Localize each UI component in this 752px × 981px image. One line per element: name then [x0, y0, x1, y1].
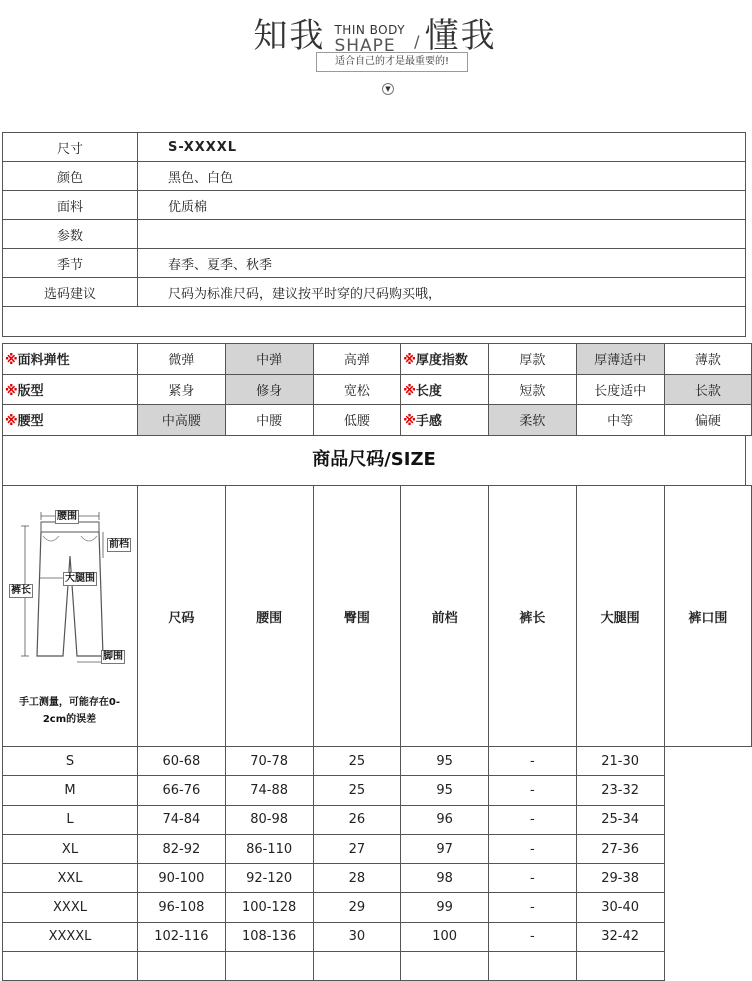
attribute-option: 长款 — [664, 374, 752, 405]
attribute-label — [3, 374, 138, 405]
size-cell: - — [489, 776, 577, 805]
size-row — [3, 952, 752, 981]
attribute-row — [3, 405, 752, 436]
size-row — [3, 864, 752, 893]
info-value: 优质棉 — [138, 191, 746, 220]
size-cell — [3, 952, 138, 981]
size-cell: XXXL — [3, 893, 138, 922]
attribute-option: 中腰 — [225, 405, 313, 436]
note-line: 手工测量，可能存在0- — [18, 697, 121, 708]
size-cell: 97 — [401, 834, 489, 863]
size-header-cell: 裤长 — [489, 486, 577, 747]
thigh-label: 大腿围 — [65, 573, 95, 584]
title-right-cn: 懂我 — [424, 16, 497, 56]
title-left-cn: 知我 — [253, 16, 326, 56]
attribute-option: 偏硬 — [664, 405, 752, 436]
attribute-label-text: 版型 — [17, 383, 44, 399]
attribute-label-text: 手感 — [415, 414, 442, 430]
info-spacer — [3, 307, 746, 337]
attribute-option: 厚款 — [489, 344, 577, 375]
measurement-diagram-cell — [3, 486, 138, 747]
size-table-title: 商品尺码/SIZE — [2, 435, 746, 486]
attribute-option: 中弹 — [225, 344, 313, 375]
size-row — [3, 834, 752, 863]
size-cell: 108-136 — [225, 922, 313, 951]
info-value: 春季、夏季、秋季 — [138, 249, 746, 278]
size-header-cell: 大腿围 — [576, 486, 664, 747]
size-row — [3, 922, 752, 951]
attribute-option: 修身 — [225, 374, 313, 405]
attribute-label-text: 长度 — [415, 383, 442, 399]
attribute-mark: ※ — [403, 414, 416, 430]
attribute-table — [2, 343, 752, 436]
info-spacer-row — [3, 307, 746, 337]
measurement-note — [3, 694, 136, 728]
size-cell: 27 — [313, 834, 401, 863]
size-cell: 29-38 — [576, 864, 664, 893]
info-value: 黑色、白色 — [138, 162, 746, 191]
size-row — [3, 893, 752, 922]
size-cell: - — [489, 747, 577, 776]
attribute-option: 紧身 — [138, 374, 226, 405]
size-cell: - — [489, 834, 577, 863]
size-row — [3, 747, 752, 776]
size-cell: M — [3, 776, 138, 805]
size-cell: 82-92 — [138, 834, 226, 863]
size-table — [2, 485, 752, 981]
size-cell: - — [489, 893, 577, 922]
info-value: 尺码为标准尺码，建议按平时穿的尺码购买哦， — [138, 278, 746, 307]
info-value — [138, 220, 746, 249]
front-rise-label: 前档 — [109, 539, 129, 550]
size-cell: 99 — [401, 893, 489, 922]
size-row — [3, 805, 752, 834]
size-cell: 28 — [313, 864, 401, 893]
size-cell: XXL — [3, 864, 138, 893]
size-cell — [313, 952, 401, 981]
size-row — [3, 776, 752, 805]
attribute-label — [3, 405, 138, 436]
page-header — [0, 0, 750, 130]
attribute-mark: ※ — [403, 383, 416, 399]
length-label: 裤长 — [11, 585, 31, 596]
size-cell: 96 — [401, 805, 489, 834]
attribute-mark: ※ — [5, 414, 18, 430]
attribute-option: 中高腰 — [138, 405, 226, 436]
info-label: 选码建议 — [3, 278, 138, 307]
size-cell: 100 — [401, 922, 489, 951]
info-value: S-XXXXL — [138, 133, 746, 162]
note-line: 2cm的误差 — [42, 714, 97, 725]
size-cell: 98 — [401, 864, 489, 893]
size-cell — [401, 952, 489, 981]
size-header-cell: 裤口围 — [664, 486, 752, 747]
info-row — [3, 133, 746, 162]
size-cell: XXXXL — [3, 922, 138, 951]
info-row — [3, 191, 746, 220]
size-cell: 66-76 — [138, 776, 226, 805]
size-cell: 95 — [401, 747, 489, 776]
size-cell — [576, 952, 664, 981]
size-cell: 25 — [313, 747, 401, 776]
size-cell: L — [3, 805, 138, 834]
size-cell: 25-34 — [576, 805, 664, 834]
size-cell — [489, 952, 577, 981]
size-cell: 96-108 — [138, 893, 226, 922]
header-title — [0, 8, 750, 59]
size-cell: 30-40 — [576, 893, 664, 922]
attribute-label — [401, 344, 489, 375]
attribute-label — [401, 374, 489, 405]
attribute-label — [401, 405, 489, 436]
size-cell: 27-36 — [576, 834, 664, 863]
size-cell: 74-84 — [138, 805, 226, 834]
attribute-label-text: 面料弹性 — [17, 353, 70, 369]
title-slash: / — [414, 32, 420, 51]
attribute-row — [3, 374, 752, 405]
measurement-diagram — [3, 486, 136, 746]
size-cell — [225, 952, 313, 981]
title-en-block — [334, 23, 405, 55]
info-row — [3, 249, 746, 278]
size-cell: 90-100 — [138, 864, 226, 893]
size-cell: 86-110 — [225, 834, 313, 863]
size-cell: - — [489, 922, 577, 951]
size-cell: S — [3, 747, 138, 776]
attribute-row — [3, 344, 752, 375]
info-label: 面料 — [3, 191, 138, 220]
attribute-option: 柔软 — [489, 405, 577, 436]
size-cell: 60-68 — [138, 747, 226, 776]
size-header-row — [3, 486, 752, 747]
waist-label: 腰围 — [57, 511, 77, 522]
size-cell: 32-42 — [576, 922, 664, 951]
attribute-option: 微弹 — [138, 344, 226, 375]
attribute-mark: ※ — [403, 353, 416, 369]
size-cell: 26 — [313, 805, 401, 834]
attribute-option: 中等 — [576, 405, 664, 436]
size-cell: 21-30 — [576, 747, 664, 776]
info-row — [3, 162, 746, 191]
info-label: 参数 — [3, 220, 138, 249]
size-cell: 74-88 — [225, 776, 313, 805]
attribute-mark: ※ — [5, 353, 18, 369]
hem-label: 脚围 — [103, 651, 123, 662]
tagline-box: 适合自己的才是最重要的! — [316, 52, 468, 72]
size-cell: 70-78 — [225, 747, 313, 776]
size-cell: 95 — [401, 776, 489, 805]
info-row — [3, 220, 746, 249]
size-cell — [138, 952, 226, 981]
size-cell: 102-116 — [138, 922, 226, 951]
attribute-mark: ※ — [5, 383, 18, 399]
chevron-down-icon: ▼ — [382, 83, 394, 95]
attribute-label-text: 腰型 — [17, 414, 44, 430]
attribute-label — [3, 344, 138, 375]
size-header-cell: 前档 — [401, 486, 489, 747]
size-header-cell: 臀围 — [313, 486, 401, 747]
attribute-option: 高弹 — [313, 344, 401, 375]
attribute-option: 短款 — [489, 374, 577, 405]
size-cell: 92-120 — [225, 864, 313, 893]
title-en-top: THIN BODY — [334, 22, 406, 37]
attribute-option: 低腰 — [313, 405, 401, 436]
attribute-option: 厚薄适中 — [576, 344, 664, 375]
attribute-option: 宽松 — [313, 374, 401, 405]
info-row — [3, 278, 746, 307]
size-cell: 25 — [313, 776, 401, 805]
size-cell: - — [489, 864, 577, 893]
attribute-option: 薄款 — [664, 344, 752, 375]
size-header-cell: 尺码 — [138, 486, 226, 747]
size-cell: 80-98 — [225, 805, 313, 834]
size-cell: XL — [3, 834, 138, 863]
title-en-bottom: SHAPE — [334, 35, 396, 56]
size-header-cell: 腰围 — [225, 486, 313, 747]
attribute-label-text: 厚度指数 — [415, 353, 468, 369]
info-label: 尺寸 — [3, 133, 138, 162]
info-label: 季节 — [3, 249, 138, 278]
size-cell: 23-32 — [576, 776, 664, 805]
attribute-option: 长度适中 — [576, 374, 664, 405]
size-cell: - — [489, 805, 577, 834]
size-cell: 30 — [313, 922, 401, 951]
info-label: 颜色 — [3, 162, 138, 191]
size-cell: 100-128 — [225, 893, 313, 922]
size-cell: 29 — [313, 893, 401, 922]
product-info-table — [2, 132, 746, 337]
